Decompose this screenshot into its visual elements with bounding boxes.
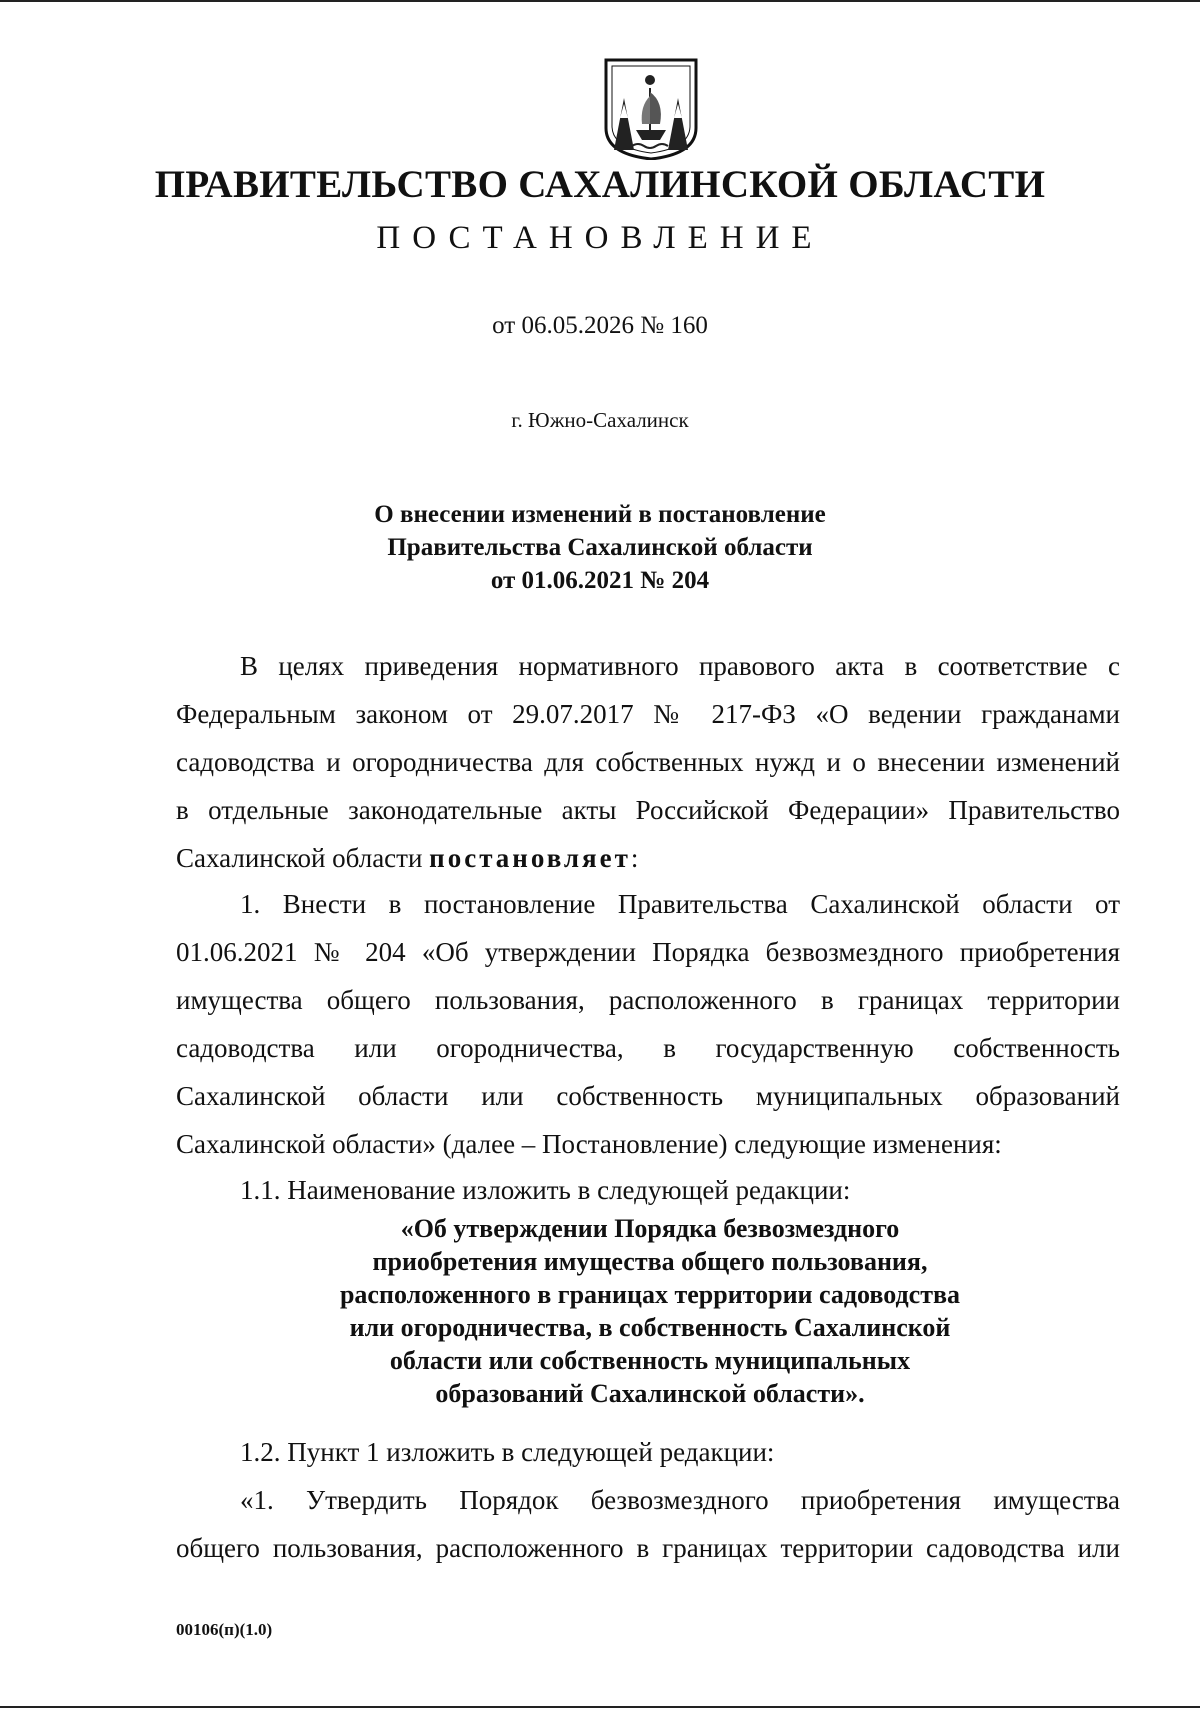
document-place: г. Южно-Сахалинск	[511, 408, 689, 432]
quoted-title-line: расположенного в границах территории садоводства	[339, 1280, 961, 1309]
item-1-2-line: 1.2. Пункт 1 изложить в следующей редакции:	[240, 1437, 775, 1467]
document-type: ПОСТАНОВЛЕНИЕ	[376, 220, 824, 256]
quoted-title-line: или огородничества, в собственность Сахалинской	[349, 1313, 951, 1342]
quoted-title-line: области или собственность муниципальных	[389, 1346, 911, 1375]
quoted-new-title	[250, 1212, 1050, 1410]
item-1-line: 1. Внести в постановление Правительства Сахалинской области от	[240, 889, 1120, 919]
preamble-last-line-prefix: Сахалинской области	[176, 843, 430, 873]
quoted-title-line: «Об утверждении Порядка безвозмездного	[400, 1214, 900, 1243]
preamble-line: Федеральным законом от 29.07.2017 № 217-ФЗ «О ведении гражданами	[176, 699, 1120, 729]
preamble-line: садоводства и огородничества для собственных нужд и о внесении изменений	[176, 747, 1120, 777]
item-1-2-quote-paragraph	[176, 1476, 1120, 1572]
subject-line: О внесении изменений в постановление	[374, 501, 826, 528]
quoted-title-line: приобретения имущества общего пользования,	[372, 1247, 928, 1276]
scan-edge-bottom	[0, 1706, 1200, 1708]
item-1-line: садоводства или огородничества, в государственную собственность	[176, 1033, 1120, 1063]
item-1-line: Сахалинской области или собственность муниципальных образований	[176, 1081, 1120, 1111]
item-1-2-quote-line: общего пользования, расположенного в границах территории садоводства или	[176, 1533, 1120, 1563]
item-1-line: имущества общего пользования, расположенного в границах территории	[176, 985, 1120, 1015]
item-1-1-line: 1.1. Наименование изложить в следующей редакции:	[240, 1175, 851, 1205]
form-code: 00106(п)(1.0)	[176, 1620, 273, 1639]
subject-line: от 01.06.2021 № 204	[490, 567, 710, 594]
item-1-paragraph	[176, 880, 1120, 1168]
decree-word: постановляет	[429, 843, 631, 873]
document-subject	[300, 498, 900, 597]
item-1-line: 01.06.2021 № 204 «Об утверждении Порядка безвозмездного приобретения	[176, 937, 1120, 967]
preamble-line: в отдельные законодательные акты Российской Федерации» Правительство	[176, 795, 1120, 825]
preamble-last-line	[176, 834, 1120, 882]
item-1-2-paragraph	[176, 1428, 1120, 1476]
subject-line: Правительства Сахалинской области	[387, 534, 813, 561]
quoted-title-line: образований Сахалинской области».	[435, 1379, 865, 1408]
sakhalin-coat-of-arms-icon	[602, 58, 700, 160]
preamble-line: В целях приведения нормативного правового акта в соответствие с	[240, 651, 1120, 681]
scan-edge-top	[0, 0, 1200, 2]
preamble-last-line-suffix: :	[630, 843, 639, 873]
organization-title: ПРАВИТЕЛЬСТВО САХАЛИНСКОЙ ОБЛАСТИ	[154, 163, 1046, 206]
document-date-number: от 06.05.2026 № 160	[492, 312, 708, 339]
preamble-paragraph	[176, 642, 1120, 882]
item-1-1-paragraph	[176, 1166, 1120, 1214]
item-1-line: Сахалинской области» (далее – Постановление) следующие изменения:	[176, 1129, 1002, 1159]
item-1-2-quote-line: «1. Утвердить Порядок безвозмездного приобретения имущества	[240, 1485, 1120, 1515]
